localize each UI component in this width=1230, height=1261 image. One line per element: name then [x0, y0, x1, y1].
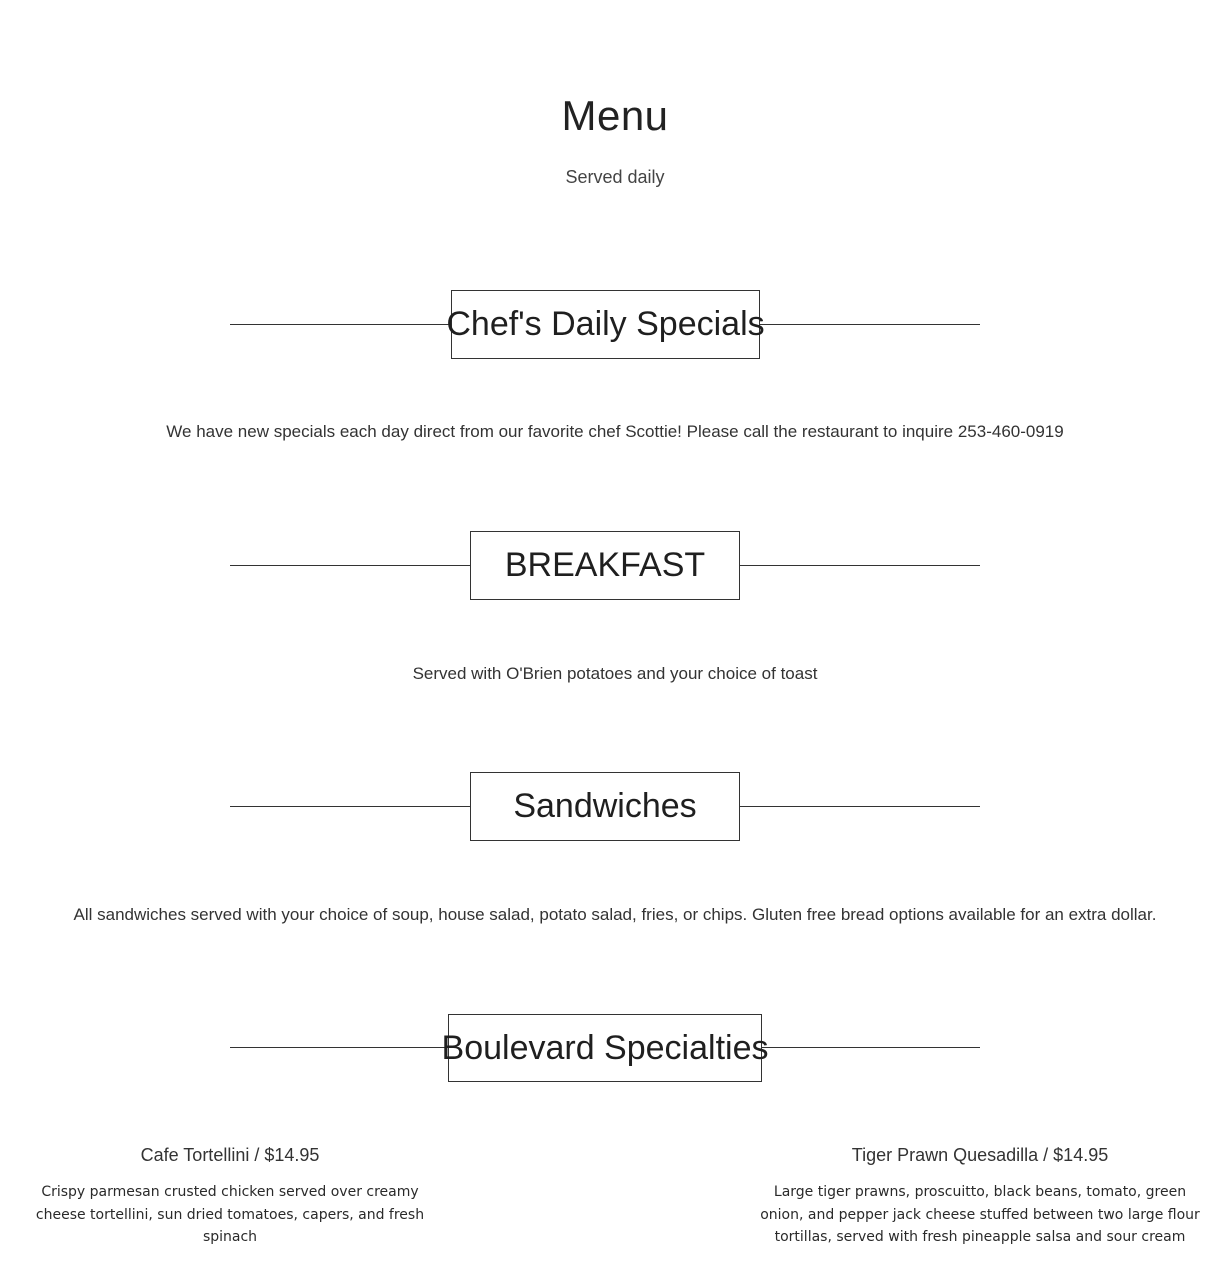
menu-item-description: Crispy parmesan crusted chicken served over creamy cheese tortellini, sun dried tomatoes, capers, and fresh spinach — [35, 1184, 425, 1245]
menu-item-title: Tiger Prawn Quesadilla / $14.95 — [851, 1145, 1109, 1165]
menu-item-title: Cafe Tortellini / $14.95 — [140, 1145, 320, 1165]
page-subtitle: Served daily — [565, 167, 665, 187]
section-description-chefs-daily-specials: We have new specials each day direct from our favorite chef Scottie! Please call the restaurant to inquire 253-460-0919 — [166, 422, 1064, 441]
section-heading-breakfast: BREAKFAST — [470, 531, 740, 600]
section-heading-chefs-daily-specials: Chef's Daily Specials — [451, 290, 760, 359]
page-title: Menu — [561, 92, 669, 139]
section-description-sandwiches: All sandwiches served with your choice of soup, house salad, potato salad, fries, or chips. Gluten free bread options available for an extra dollar. — [73, 905, 1157, 924]
section-heading-boulevard-specialties: Boulevard Specialties — [448, 1014, 762, 1082]
menu-item-description: Large tiger prawns, proscuitto, black beans, tomato, green onion, and pepper jack cheese stuffed between two large flour tortillas, served with fresh pineapple salsa and sour cream — [760, 1184, 1200, 1245]
section-description-breakfast: Served with O'Brien potatoes and your choice of toast — [412, 664, 818, 683]
section-heading-sandwiches: Sandwiches — [470, 772, 740, 841]
